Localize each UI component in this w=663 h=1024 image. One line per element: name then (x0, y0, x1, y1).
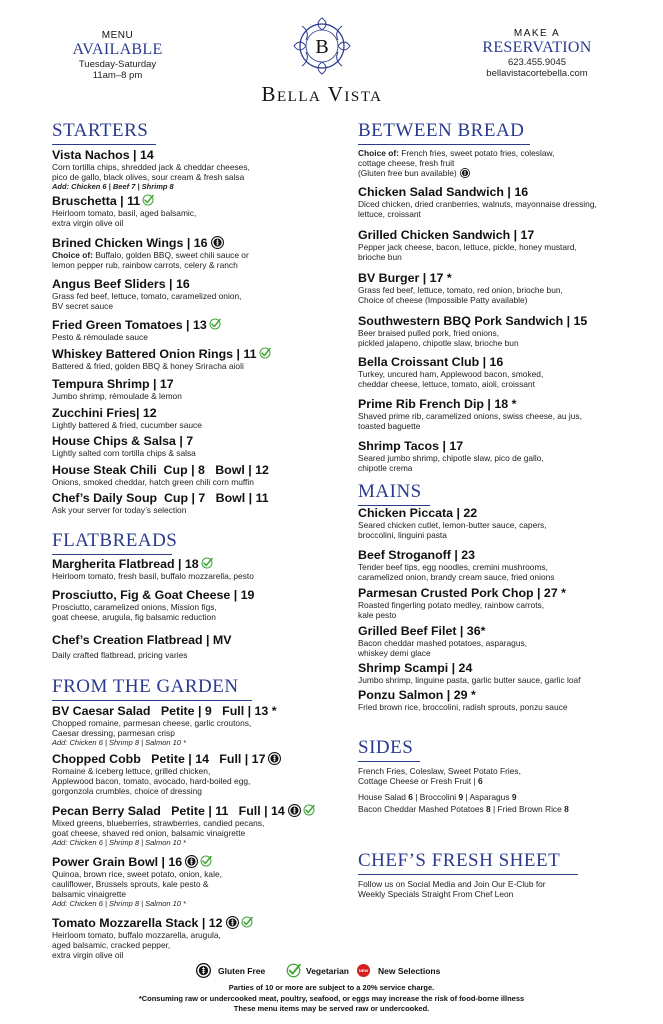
item-name: Shrimp Scampi | 24 (358, 661, 473, 675)
vegetarian-icon (142, 194, 154, 206)
footer-raw-notice: These menu items may be served raw or undercooked. (233, 1004, 430, 1013)
sides-line-3: House Salad 6 | Broccolini 9 | Asparagus 9 (358, 792, 517, 802)
garden-title: FROM THE GARDEN (52, 676, 239, 698)
item-name: House Steak Chili Cup | 8 Bowl | 12 (52, 463, 269, 477)
menu-item-tomato-mozzarella-stack (52, 916, 253, 960)
item-choice-label: Choice of: (52, 250, 93, 260)
menu-item-power-grain-bowl (52, 855, 222, 908)
item-name: Grilled Beef Filet | 36* (358, 624, 486, 638)
sides-title: SIDES (358, 737, 413, 759)
choice-text: French fries, sweet potato fries, coleslaw, cottage cheese, fresh fruit (Gluten free bun available) (358, 148, 555, 178)
menu-item-onion-rings (52, 347, 271, 371)
item-description: Beer braised pulled pork, fried onions, pickled jalapeno, chipotle slaw, brioche bun (358, 328, 519, 348)
legend-new-selections: New Selections (378, 966, 441, 976)
vegetarian-icon (303, 804, 315, 816)
vegetarian-icon (200, 855, 212, 867)
item-name: Chopped Cobb Petite | 14 Full | 17 (52, 752, 266, 766)
item-description: Lightly battered & fried, cucumber sauce (52, 420, 202, 430)
item-description: Battered & fried, golden BBQ & honey Sriracha aioli (52, 361, 244, 371)
item-description: Heirloom tomato, fresh basil, buffalo mozzarella, pesto (52, 571, 254, 581)
menu-item-bv-caesar-salad (52, 704, 277, 747)
available-heading: AVAILABLE (72, 41, 163, 58)
menu-item-margherita-flatbread (52, 557, 254, 581)
logo-ornament (284, 12, 360, 84)
item-description: Jumbo shrimp, rémoulade & lemon (52, 391, 182, 401)
item-name: Brined Chicken Wings | 16 (52, 236, 208, 250)
sides-line-4: Bacon Cheddar Mashed Potatoes 8 | Fried Brown Rice 8 (358, 804, 569, 814)
item-description: Grass fed beef, lettuce, tomato, red onion, brioche bun, Choice of cheese (Impossible Patty available) (358, 285, 563, 305)
item-name: House Chips & Salsa | 7 (52, 434, 194, 448)
menu-item-shrimp-scampi (358, 661, 581, 685)
item-name: Chef’s Creation Flatbread | MV (52, 633, 232, 647)
menu-item-zucchini-fries (52, 406, 202, 430)
item-description: Diced chicken, dried cranberries, walnuts, mayonnaise dressing, lettuce, croissant (358, 199, 597, 219)
vegetarian-icon (241, 916, 253, 928)
item-name: Chicken Salad Sandwich | 16 (358, 185, 529, 199)
sides-line-1: French Fries, Coleslaw, Sweet Potato Fries, (358, 766, 521, 776)
sides-line-2: Cottage Cheese or Fresh Fruit | 6 (358, 776, 483, 786)
gluten-free-icon (185, 855, 198, 868)
between-bread-title: BETWEEN BREAD (358, 120, 524, 142)
menu-item-chopped-cobb (52, 752, 281, 796)
menu-item-house-chips-salsa (52, 434, 196, 458)
item-name: Fried Green Tomatoes | 13 (52, 318, 207, 332)
availability-block (60, 30, 175, 81)
reservation-heading: RESERVATION (482, 39, 592, 56)
item-description: Tender beef tips, egg noodles, cremini mushrooms, caramelized onion, brandy cream sauce, fried onions (358, 562, 555, 582)
item-name: Angus Beef Sliders | 16 (52, 277, 190, 291)
gluten-free-icon (288, 804, 301, 817)
item-description: Jumbo shrimp, linguine pasta, garlic butter sauce, garlic loaf (358, 675, 581, 685)
vegetarian-icon (286, 963, 301, 978)
item-description: Onions, smoked cheddar, hatch green chili corn muffin (52, 477, 254, 487)
menu-item-southwestern-bbq-pork (358, 314, 587, 348)
item-name: Southwestern BBQ Pork Sandwich | 15 (358, 314, 588, 328)
menu-item-pecan-berry-salad (52, 804, 315, 847)
logo-letter: B (315, 36, 329, 58)
item-name: Vista Nachos | 14 (52, 148, 154, 162)
item-description: Turkey, uncured ham, Applewood bacon, smoked, cheddar cheese, lettuce, tomato, aioli, croissant (358, 369, 544, 389)
reservation-block (462, 28, 612, 79)
choice-label: Choice of: (358, 148, 399, 158)
menu-item-bv-burger (358, 271, 563, 305)
menu-item-chefs-daily-soup (52, 491, 269, 515)
phone-number[interactable]: 623.455.9045 (507, 57, 567, 68)
menu-item-ponzu-salmon (358, 688, 567, 712)
brand-name: Bella Vista (261, 82, 383, 106)
item-name: BV Caesar Salad Petite | 9 Full | 13 * (52, 704, 277, 718)
item-name: Tomato Mozzarella Stack | 12 (52, 916, 223, 930)
gluten-free-icon (196, 963, 211, 978)
gluten-free-icon (226, 916, 239, 929)
menu-item-fried-green-tomatoes (52, 318, 221, 342)
menu-item-prime-rib-french-dip (358, 397, 582, 431)
item-description: Heirloom tomato, basil, aged balsamic, extra virgin olive oil (52, 208, 197, 228)
item-description: Roasted fingerling potato medley, rainbow carrots, kale pesto (358, 600, 545, 620)
logo (284, 12, 360, 84)
item-name: Whiskey Battered Onion Rings | 11 (52, 347, 257, 361)
item-name: Parmesan Crusted Pork Chop | 27 * (358, 586, 566, 600)
available-hours: 11am–8 pm (92, 70, 143, 81)
legend (192, 963, 492, 979)
item-name: BV Burger | 17 * (358, 271, 452, 285)
flatbreads-title: FLATBREADS (52, 530, 177, 552)
vegetarian-icon (201, 557, 213, 569)
menu-item-beef-stroganoff (358, 548, 554, 582)
item-description: Pesto & rémoulade sauce (52, 332, 148, 342)
footer-service-charge: Parties of 10 or more are subject to a 20% service charge. (228, 983, 435, 992)
menu-item-chicken-piccata (358, 506, 547, 540)
footer (40, 983, 623, 1013)
item-name: Power Grain Bowl | 16 (52, 855, 183, 869)
item-addons: Add: Chicken 6 | Shrimp 8 | Salmon 10 * (52, 838, 186, 847)
item-description: Chopped romaine, parmesan cheese, garlic croutons, Caesar dressing, parmesan crisp (52, 718, 252, 738)
menu-item-brined-chicken-wings (52, 236, 249, 270)
new-selection-icon: NEW (357, 964, 370, 977)
item-description: Romaine & iceberg lettuce, grilled chicken, Applewood bacon, tomato, avocado, hard-boiled egg, gorgonzola crumbles, choice of dressing (52, 766, 251, 796)
item-name: Zucchini Fries| 12 (52, 406, 157, 420)
item-name: Shrimp Tacos | 17 (358, 439, 464, 453)
item-description: Heirloom tomato, buffalo mozzarella, arugula, aged balsamic, cracked pepper, extra virgin olive oil (52, 930, 221, 960)
menu-item-bella-croissant-club (358, 355, 543, 389)
starters-title: STARTERS (52, 120, 148, 142)
item-description: Ask your server for today’s selection (52, 505, 187, 515)
footer-consumption-warning: *Consuming raw or undercooked meat, poultry, seafood, or eggs may increase the risk of food-borne illness (138, 994, 525, 1003)
available-days: Tuesday-Saturday (78, 59, 157, 70)
fresh-sheet-text: Follow us on Social Media and Join Our E-Club for Weekly Specials Straight From Chef Leon (358, 879, 546, 899)
vegetarian-icon (209, 318, 221, 330)
menu-label: MENU (101, 30, 134, 41)
item-description: Seared jumbo shrimp, chipotle slaw, pico de gallo, chipotle crema (358, 453, 544, 473)
menu-item-house-steak-chili (52, 463, 269, 487)
item-name: Ponzu Salmon | 29 * (358, 688, 476, 702)
menu-item-shrimp-tacos (358, 439, 544, 473)
menu-item-pork-chop (358, 586, 566, 620)
item-description: Grass fed beef, lettuce, tomato, caramelized onion, BV secret sauce (52, 291, 242, 311)
item-name: Grilled Chicken Sandwich | 17 (358, 228, 535, 242)
item-description: Seared chicken cutlet, lemon-butter sauce, capers, broccolini, linguini pasta (358, 520, 547, 540)
item-name: Chef’s Daily Soup Cup | 7 Bowl | 11 (52, 491, 269, 505)
menu-item-bruschetta (52, 194, 196, 228)
item-description: Fried brown rice, broccolini, radish sprouts, ponzu sauce (358, 702, 568, 712)
gluten-free-icon (268, 752, 281, 765)
website-link[interactable]: bellavistacortebella.com (486, 68, 588, 79)
item-name: Bella Croissant Club | 16 (358, 355, 504, 369)
menu-item-grilled-beef-filet (358, 624, 527, 658)
item-name: Prosciutto, Fig & Goat Cheese | 19 (52, 588, 255, 602)
item-name: Beef Stroganoff | 23 (358, 548, 476, 562)
menu-item-chicken-salad-sandwich (358, 185, 597, 219)
between-bread-intro (358, 148, 554, 178)
gluten-free-icon (211, 236, 224, 249)
menu-item-prosciutto-fig (52, 588, 254, 622)
mains-title: MAINS (358, 481, 422, 503)
item-name: Prime Rib French Dip | 18 * (358, 397, 517, 411)
item-description: Shaved prime rib, caramelized onions, swiss cheese, au jus, toasted baguette (358, 411, 582, 431)
item-addons: Add: Chicken 6 | Shrimp 8 | Salmon 10 * (52, 899, 186, 908)
menu-item-tempura-shrimp (52, 377, 182, 401)
item-description: Lightly salted corn tortilla chips & salsa (52, 448, 196, 458)
item-name: Chicken Piccata | 22 (358, 506, 478, 520)
legend-vegetarian: Vegetarian (306, 966, 349, 976)
item-description: Corn tortilla chips, shredded jack & cheddar cheeses, pico de gallo, black olives, sour cream & fresh salsa (52, 162, 250, 182)
fresh-sheet-title: CHEF’S FRESH SHEET (358, 850, 560, 872)
sides-list (358, 766, 569, 814)
item-description: Pepper jack cheese, bacon, lettuce, pickle, honey mustard, brioche bun (358, 242, 577, 262)
gluten-free-icon (460, 168, 470, 178)
make-a-label: MAKE A (513, 28, 561, 39)
item-description: Quinoa, brown rice, sweet potato, onion, kale, cauliflower, Brussels sprouts, kale pesto & balsamic vinaigrette (52, 869, 222, 899)
menu-item-vista-nachos (52, 148, 250, 191)
legend-gluten-free: Gluten Free (218, 966, 266, 976)
item-name: Margherita Flatbread | 18 (52, 557, 199, 571)
item-description: Bacon cheddar mashed potatoes, asparagus, whiskey demi glace (358, 638, 528, 658)
item-name: Tempura Shrimp | 17 (52, 377, 174, 391)
menu-item-chefs-creation (52, 633, 231, 660)
item-addons: Add: Chicken 6 | Beef 7 | Shrimp 8 (52, 182, 174, 191)
item-description: Prosciutto, caramelized onions, Mission figs, goat cheese, arugula, fig balsamic reduction (52, 602, 217, 622)
item-description: Mixed greens, blueberries, strawberries, candied pecans, goat cheese, shaved red onion, balsamic vinaigrette (52, 818, 265, 838)
item-name: Pecan Berry Salad Petite | 11 Full | 14 (52, 804, 285, 818)
vegetarian-icon (259, 347, 271, 359)
item-addons: Add: Chicken 6 | Shrimp 8 | Salmon 10 * (52, 738, 186, 747)
item-name: Bruschetta | 11 (52, 194, 141, 208)
menu-item-angus-beef-sliders (52, 277, 241, 311)
item-description: Daily crafted flatbread, pricing varies (52, 650, 188, 660)
item-description: Buffalo, golden BBQ, sweet chili sauce or lemon pepper rub, rainbow carrots, celery & ranch (52, 250, 249, 270)
menu-item-grilled-chicken-sandwich (358, 228, 577, 262)
